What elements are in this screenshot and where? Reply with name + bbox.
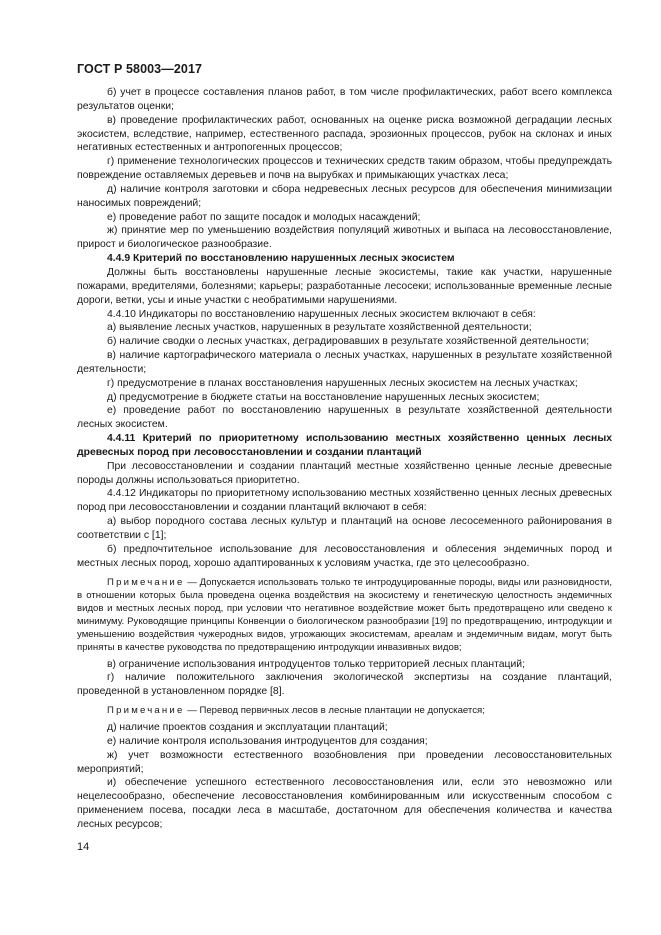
- note-text: — Допускается использовать только те интродуцированные породы, виды или разновидности, в отношении которых была проведена оценка воздействия на экосистему и генетическую целостность эндемичных видов и местных лесных пород, при условии что негативное воздействие может быть предотвращено или сведено к минимуму. Руководящие принципы Конвенции о биологическом разнообразии [19] по предотвращению, интродукции и уменьшению воздействия чужеродных видов, угрожающих экосистемам, ареалам и эндемичным видам, могут быть приняты в качестве руководства по предотвращению интродукции инвазивных видов;: [77, 576, 612, 653]
- page-number: 14: [77, 841, 90, 853]
- body-paragraph: г) наличие положительного заключения экологической экспертизы на создание плантаций, проведенной в установленном порядке [8].: [77, 672, 612, 698]
- section-heading: 4.4.11 Критерий по приоритетному использованию местных хозяйственно ценных лесных древесных пород при лесовосстановлении и создании плантаций: [77, 433, 612, 458]
- note-label: Примечание: [107, 576, 185, 588]
- note-text: — Перевод первичных лесов в лесные плантации не допускается;: [184, 705, 485, 717]
- body-paragraph: е) проведение работ по восстановлению нарушенных в результате хозяйственной деятельности лесных экосистем.: [77, 405, 612, 431]
- body-paragraph: д) наличие проектов создания и эксплуатации плантаций;: [107, 722, 388, 734]
- body-paragraph: б) предпочтительное использование для лесовосстановления и облесения эндемичных пород и местных лесных пород, хорошо адаптированных к условиям участка, где это целесообразно.: [77, 543, 612, 569]
- note-paragraph: [77, 704, 612, 717]
- body-paragraph: 4.4.10 Индикаторы по восстановлению нарушенных лесных экосистем включают в себя:: [107, 308, 536, 320]
- body-paragraph: и) обеспечение успешного естественного лесовосстановления или, если это невозможно или нецелесообразно, обеспечение лесовосстановления комбинированным или искусственным способом с применением посева, посадки леса в масштабе, достаточном для обеспечения количества и качества лесных ресурсов;: [77, 777, 612, 830]
- document-body: [77, 86, 612, 832]
- body-paragraph: б) наличие сводки о лесных участках, деградировавших в результате хозяйственной деятельности;: [107, 336, 590, 348]
- body-paragraph: а) выявление лесных участков, нарушенных в результате хозяйственной деятельности;: [107, 322, 532, 334]
- note-paragraph: [77, 576, 612, 654]
- body-paragraph: д) наличие контроля заготовки и сбора недревесных лесных ресурсов для обеспечения минимизации наносимых повреждений;: [77, 183, 612, 209]
- body-paragraph: д) предусмотрение в бюджете статьи на восстановление нарушенных лесных экосистем;: [107, 391, 540, 403]
- body-paragraph: г) применение технологических процессов и технических средств таким образом, чтобы предупреждать повреждение оставляемых деревьев и почв на вырубках и примыкающих участках леса;: [77, 156, 612, 182]
- section-heading: 4.4.9 Критерий по восстановлению нарушенных лесных экосистем: [107, 253, 455, 265]
- body-paragraph: е) наличие контроля использования интродуцентов для создания;: [107, 735, 428, 747]
- body-paragraph: Должны быть восстановлены нарушенные лесные экосистемы, такие как участки, нарушенные пожарами, вредителями, болезнями; карьеры; разработанные лесосеки; использованные временные лесные дороги, ветки, усы и иные участки с необратимыми нарушениями.: [77, 266, 612, 306]
- body-paragraph: б) учет в процессе составления планов работ, в том числе профилактических, работ всего комплекса результатов оценки;: [77, 87, 612, 112]
- body-paragraph: 4.4.12 Индикаторы по приоритетному использованию местных хозяйственно ценных лесных древесных пород при лесовосстановлении и создании плантаций включают в себя:: [77, 488, 612, 514]
- body-paragraph: в) ограничение использования интродуцентов только территорией лесных плантаций;: [107, 658, 525, 670]
- body-paragraph: ж) принятие мер по уменьшению воздействия популяций животных и выпаса на лесовосстановление, прирост и биологическое разнообразие.: [77, 225, 612, 251]
- body-paragraph: г) предусмотрение в планах восстановления нарушенных лесных экосистем на лесных участках;: [107, 377, 578, 389]
- note-label: Примечание: [107, 705, 185, 717]
- body-paragraph: При лесовосстановлении и создании плантаций местные хозяйственно ценные лесные древесные породы должны использоваться приоритетно.: [77, 460, 612, 486]
- body-paragraph: в) наличие картографического материала о лесных участках, нарушенных в результате хозяйственной деятельности;: [77, 350, 612, 375]
- body-paragraph: е) проведение работ по защите посадок и молодых насаждений;: [107, 211, 421, 223]
- page-header-title: ГОСТ Р 58003—2017: [77, 62, 203, 76]
- body-paragraph: в) проведение профилактических работ, основанных на оценке риска возможной деградации лесных экосистем, вследствие, например, естественного распада, эрозионных процессов, рубок на склонах и иных негативных естественных и антропогенных процессов;: [77, 114, 612, 154]
- body-paragraph: ж) учет возможности естественного возобновления при проведении лесовосстановительных мероприятий;: [77, 749, 612, 775]
- body-paragraph: а) выбор породного состава лесных культур и плантаций на основе лесосеменного районирования в соответствии с [1];: [77, 516, 612, 541]
